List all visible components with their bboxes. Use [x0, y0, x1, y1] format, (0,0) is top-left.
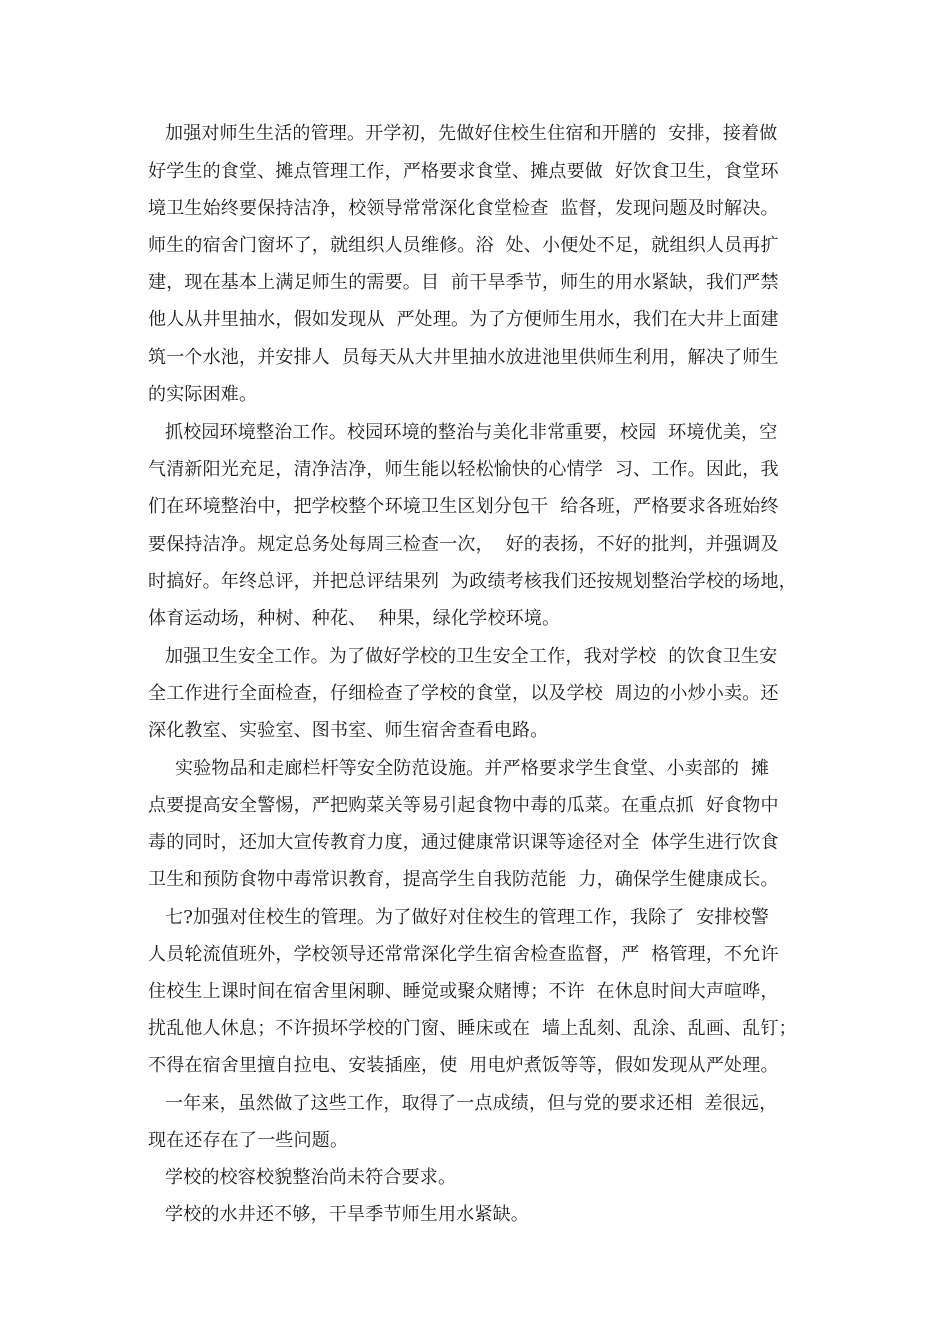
text-line: 人员轮流值班外，学校领导还常常深化学生宿舍检查监督，严 格管理，不允许 — [148, 944, 779, 965]
text-line: 境卫生始终要保持洁净，校领导常常深化食堂检查 监督，发现问题及时解决。 — [148, 198, 779, 219]
text-line: 们在环境整治中，把学校整个环境卫生区划分包干 给各班，严格要求各班始终 — [148, 496, 779, 517]
text-line: 卫生和预防食物中毒常识教育，提高学生自我防范能 力，确保学生健康成长。 — [148, 869, 779, 890]
text-line: 加强卫生安全工作。为了做好学校的卫生安全工作，我对学校 的饮食卫生安 — [165, 646, 778, 667]
text-line: 学校的水井还不够，干旱季节师生用水紧缺。 — [165, 1204, 529, 1225]
text-line: 点要提高安全警惕，严把购菜关等易引起食物中毒的瓜菜。在重点抓 好食物中 — [148, 795, 779, 816]
text-line: 扰乱他人休息；不许损坏学校的门窗、睡床或在 墙上乱刻、乱涂、乱画、乱钉； — [148, 1018, 797, 1039]
text-line: 现在还存在了一些问题。 — [148, 1130, 349, 1151]
text-line: 时搞好。年终总评，并把总评结果列 为政绩考核我们还按规划整治学校的场地， — [148, 571, 797, 592]
text-line: 好学生的食堂、摊点管理工作，严格要求食堂、摊点要做 好饮食卫生，食堂环 — [148, 161, 779, 182]
text-line: 体育运动场，种树、种花、 种果，绿化学校环境。 — [148, 608, 561, 629]
text-line: 要保持洁净。规定总务处每周三检查一次， 好的表扬，不好的批判，并强调及 — [148, 534, 779, 555]
text-line: 住校生上课时间在宿舍里闲聊、睡觉或聚众赌博；不许 在休息时间大声喧哗， — [148, 981, 779, 1002]
text-line: 七?加强对住校生的管理。为了做好对住校生的管理工作，我除了 安排校警 — [165, 907, 770, 928]
text-line: 一年来，虽然做了这些工作，取得了一点成绩，但与党的要求还相 差很远， — [165, 1093, 778, 1114]
text-line: 他人从井里抽水，假如发现从 严处理。为了方便师生用水，我们在大井上面建 — [148, 309, 779, 330]
text-line: 师生的宿舍门窗坏了，就组织人员维修。浴 处、小便处不足，就组织人员再扩 — [148, 235, 779, 256]
text-line: 深化教室、实验室、图书室、师生宿舍查看电路。 — [148, 720, 549, 741]
text-line: 的实际困难。 — [148, 384, 258, 405]
text-line: 不得在宿舍里擅自拉电、安装插座，使 用电炉煮饭等等，假如发现从严处理。 — [148, 1055, 779, 1076]
text-line: 全工作进行全面检查，仔细检查了学校的食堂，以及学校 周边的小炒小卖。还 — [148, 683, 779, 704]
text-line: 毒的同时，还加大宣传教育力度，通过健康常识课等途径对全 体学生进行饮食 — [148, 832, 779, 853]
text-line: 建，现在基本上满足师生的需要。目 前干旱季节，师生的用水紧缺，我们严禁 — [148, 272, 779, 293]
text-line: 加强对师生生活的管理。开学初，先做好住校生住宿和开膳的 安排，接着做 — [165, 123, 778, 144]
text-line: 实验物品和走廊栏杆等安全防范设施。并严格要求学生食堂、小卖部的 摊 — [175, 758, 770, 779]
text-line: 抓校园环境整治工作。校园环境的整治与美化非常重要，校园 环境优美，空 — [165, 422, 778, 443]
text-line: 学校的校容校貌整治尚未符合要求。 — [165, 1167, 457, 1188]
text-line: 筑一个水池，并安排人 员每天从大井里抽水放进池里供师生利用，解决了师生 — [148, 347, 779, 368]
text-line: 气清新阳光充足，清净洁净，师生能以轻松愉快的心情学 习、工作。因此，我 — [148, 459, 779, 480]
